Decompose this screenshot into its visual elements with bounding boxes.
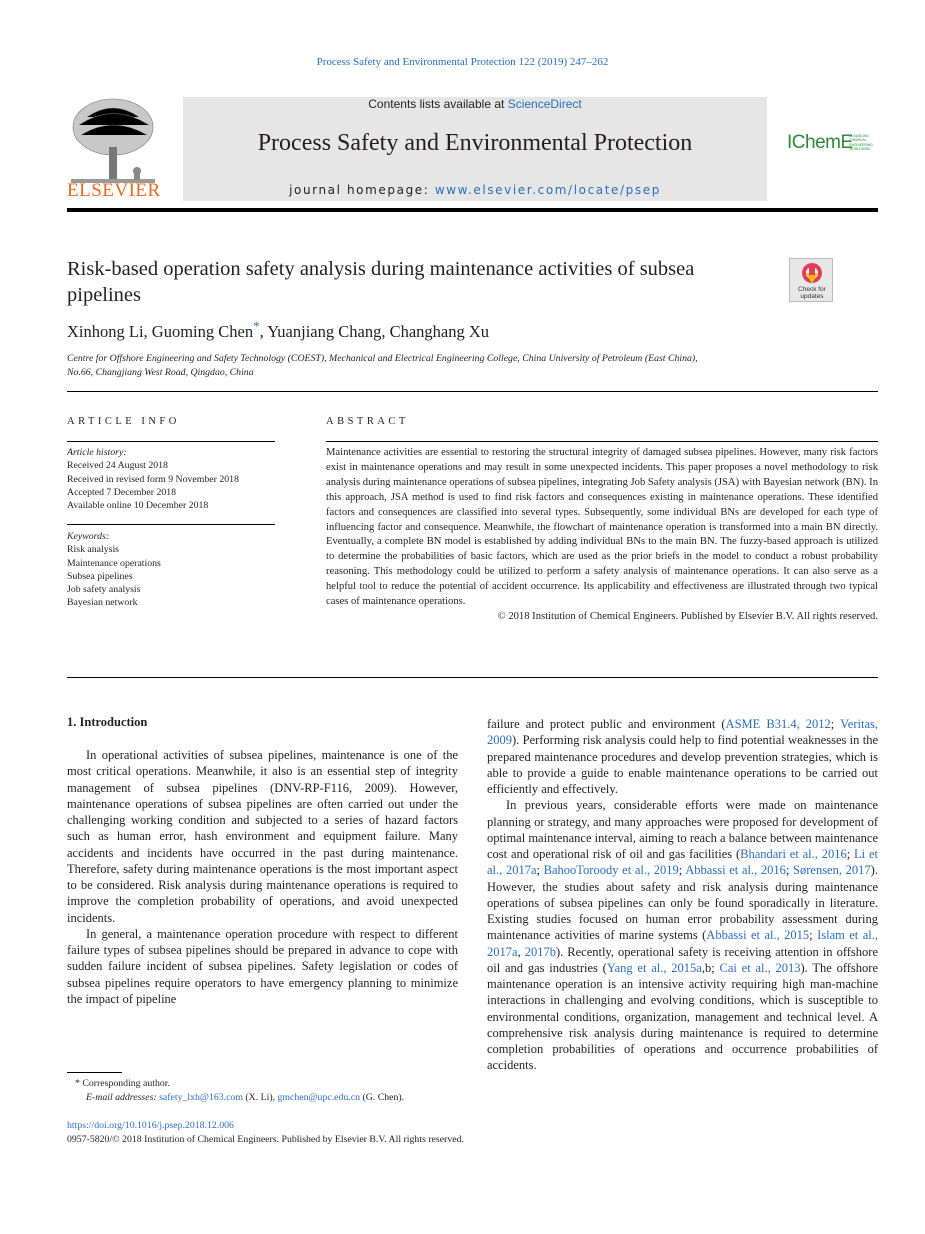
citation-link[interactable]: Islam et al., 2017a (487, 928, 878, 959)
homepage-link[interactable]: www.elsevier.com/locate/psep (434, 183, 661, 197)
sciencedirect-link[interactable]: ScienceDirect (507, 97, 582, 111)
intro-paragraph-1: In operational activities of subsea pipelines, maintenance is one of the most critical operations. Meanwhile, it also is an essential step of integrity management of subsea pipelines (DNV-RP-F116, 2009). However, maintenance operations of subsea pipelines are often carried out under the challenging working condition and subjected to a series of hazard factors such as human error, hash environment and equipment failure. Many accidents and incidents have occurred in the past during maintenance. Therefore, safety during maintenance operations is the most important aspect to be considered. Risk analysis during maintenance operations is required to improve the completion probability of operations, and avoid unexpected incidents. (67, 748, 458, 925)
abstract-heading: ABSTRACT (326, 416, 409, 427)
keyword-item: Maintenance operations (67, 557, 161, 569)
citation-link[interactable]: Veritas, 2009 (487, 717, 878, 748)
article-title: Risk-based operation safety analysis during maintenance activities of subsea pipelines (67, 258, 695, 306)
affiliation-line-2: No.66, Changjiang West Road, Qingdao, China (67, 367, 254, 378)
journal-reference[interactable]: Process Safety and Environmental Protection 122 (2019) 247–262 (316, 56, 609, 68)
keyword-item: Job safety analysis (67, 584, 141, 596)
history-received: Received 24 August 2018 (67, 460, 168, 472)
citation-link[interactable]: Abbassi et al., 2015 (706, 928, 810, 943)
crossmark-icon (790, 261, 834, 287)
citation-link[interactable]: Abbassi et al., 2016 (685, 863, 786, 878)
intro-left-column (67, 747, 458, 1007)
email-label: E-mail addresses: (86, 1091, 157, 1103)
citation-link[interactable]: Li et al., 2017a (487, 847, 878, 878)
article-info-rule (67, 441, 275, 442)
footnotes (75, 1077, 475, 1104)
history-accepted: Accepted 7 December 2018 (67, 486, 177, 498)
citation-link[interactable]: Bhandari et al., 2016 (740, 847, 847, 861)
history-online: Available online 10 December 2018 (67, 500, 209, 512)
text-run: ). Performing risk analysis could help to find potential weaknesses in the prepared maintenance procedures and develop prevention strategies, which is able to provide a guide to enable maintenance operations to be carried out efficiently and effectively. (487, 733, 878, 796)
journal-homepage (183, 183, 767, 197)
doi-link[interactable]: https://doi.org/10.1016/j.psep.2018.12.006 (67, 1120, 234, 1131)
text-run: In previous years, considerable efforts were made on maintenance planning or strategy, and many approaches were proposed for development of optimal maintenance interval, aiming to reach a balance between maintenance cost and operational risk of oil and gas facilities ( (487, 798, 878, 861)
icheme-logo (787, 131, 879, 155)
abstract-text: Maintenance activities are essential to restoring the structural integrity of damaged subsea pipelines. However, many risk factors exist in maintenance operations and may result in some unexpected incidents. This paper proposes a novel methodology to risk analysis during maintenance operations of subsea pipelines, integrating Job Safety analysis (JSA) with Bayesian network (BN). In this approach, JSA method is used to find risk factors and consequences existing in maintenance operations. These identified factors and consequences are classified into several types. Subsequently, some individual BNs are developed for each type of influencing factor and consequence. Meanwhile, the flowchart of maintenance operation is transformed into a main BN directly. Eventually, a complete BN model is established by adding individual BNs to the main BN. The fuzzy-based approach is utilized to determine the probabilities of basic factors, which are used as the prior briefs in the model to conduct a robust probability reasoning. This methodology could be utilized to perform a safety analysis of maintenance operations. It can also serve as a helpful tool to reduce the potential of accident occurrence. Its applicability and effectiveness are illustrated through two typical cases of maintenance operations. (326, 447, 878, 608)
abstract-copyright: © 2018 Institution of Chemical Engineers. Published by Elsevier B.V. All rights reserved. (497, 610, 878, 622)
affiliation-line-1: Centre for Offshore Engineering and Safety Technology (COEST), Mechanical and Electrical Engineering College, China University of Petroleum (East China), (67, 353, 698, 364)
history-label: Article history: (67, 447, 127, 458)
elsevier-wordmark: ELSEVIER (67, 180, 161, 201)
email-link[interactable]: gmchen@upc.edu.cn (277, 1091, 360, 1103)
text-run: ; (830, 717, 841, 731)
text-run: ; (678, 863, 686, 878)
text-run: failure and protect public and environment ( (487, 717, 726, 731)
crossmark-label: Check for updates (798, 286, 826, 300)
contents-prefix: Contents lists available at (368, 97, 505, 111)
footnote-rule (67, 1072, 122, 1073)
intro-paragraph-3 (487, 716, 878, 797)
issn-copyright: 0957-5820/© 2018 Institution of Chemical Engineers. Published by Elsevier B.V. All rights reserved. (67, 1133, 464, 1145)
intro-paragraph-4 (487, 797, 878, 1073)
keyword-item: Bayesian network (67, 597, 138, 609)
icheme-tagline: ADVANCING CHEMICAL ENGINEERING WORLDWIDE (849, 134, 873, 151)
author-list (67, 318, 767, 342)
citation-link[interactable]: Yang et al., 2015a (606, 960, 702, 975)
article-info-heading: ARTICLE INFO (67, 416, 180, 427)
text-run: ; (785, 863, 794, 878)
abstract-body (326, 446, 878, 625)
text-run: ; (846, 847, 855, 861)
citation-link[interactable]: 2017b (524, 944, 556, 959)
email-owner: (G. Chen). (362, 1091, 405, 1103)
email-link[interactable]: safety_lxh@163.com (159, 1091, 243, 1103)
authors-part-1: Xinhong Li, Guoming Chen (67, 322, 254, 341)
authors-part-2: , Yuanjiang Chang, Changhang Xu (259, 322, 490, 341)
keywords (67, 530, 277, 610)
keyword-item: Risk analysis (67, 544, 119, 556)
intro-paragraph-2: In general, a maintenance operation procedure with respect to different failure types of subsea pipelines should be prepared in advance to cope with sudden failure incident of subsea pipelines. Safety legislation or codes of subsea pipelines require operators to have emergency planning to minimize the impact of pipeline (67, 926, 458, 1006)
citation-link[interactable]: Cai et al., 2013 (719, 960, 801, 975)
article-history (67, 446, 277, 512)
masthead-rule (67, 208, 878, 212)
abstract-rule (326, 441, 878, 442)
intro-right-column (487, 716, 878, 1074)
homepage-prefix: journal homepage: (289, 183, 430, 197)
affiliation-rule (67, 391, 878, 392)
text-run: ; (809, 928, 818, 943)
journal-title: Process Safety and Environmental Protection (257, 130, 693, 156)
corresponding-author-marker[interactable]: * (253, 318, 260, 334)
citation-link[interactable]: Sørensen, 2017 (793, 863, 871, 878)
keywords-label: Keywords: (67, 531, 110, 542)
doi-block (67, 1119, 667, 1146)
text-run: , (517, 944, 525, 959)
keywords-rule (67, 524, 275, 525)
text-run: ). The offshore maintenance operation is an intensive activity requiring high man-machine interactions in challenging and evolving conditions, which is susceptible to environmental conditions, organization, management and technical level. A comprehensive risk analysis during maintenance is required to determine completion probabilities of operations and occurrence probabilities of accidents. (487, 960, 879, 1073)
icheme-wordmark: IChemE (787, 132, 853, 153)
text-run: ). However, the studies about safety and risk analysis during maintenance operations of subsea pipelines can only be found sporadically in literature. Existing studies focused on human error probability assessment during maintenance activities of marine systems ( (487, 863, 878, 943)
text-run: ). Recently, operational safety is receiving attention in offshore oil and gas industries ( (487, 944, 879, 975)
introduction-heading: 1. Introduction (67, 715, 148, 729)
keyword-item: Subsea pipelines (67, 570, 133, 582)
email-owner: (X. Li), (245, 1091, 276, 1103)
history-revised: Received in revised form 9 November 2018 (67, 473, 239, 485)
text-run: ,b; (701, 960, 720, 975)
corresponding-author-note: * Corresponding author. (75, 1078, 170, 1089)
email-addresses (75, 1091, 475, 1105)
citation-link[interactable]: ASME B31.4, 2012 (725, 717, 831, 731)
check-for-updates-badge[interactable] (789, 258, 833, 302)
citation-link[interactable]: BahooToroody et al., 2019 (543, 863, 679, 878)
contents-line (183, 97, 767, 111)
affiliation (67, 352, 787, 380)
text-run: ; (536, 863, 544, 878)
abstract-end-rule (67, 677, 878, 678)
